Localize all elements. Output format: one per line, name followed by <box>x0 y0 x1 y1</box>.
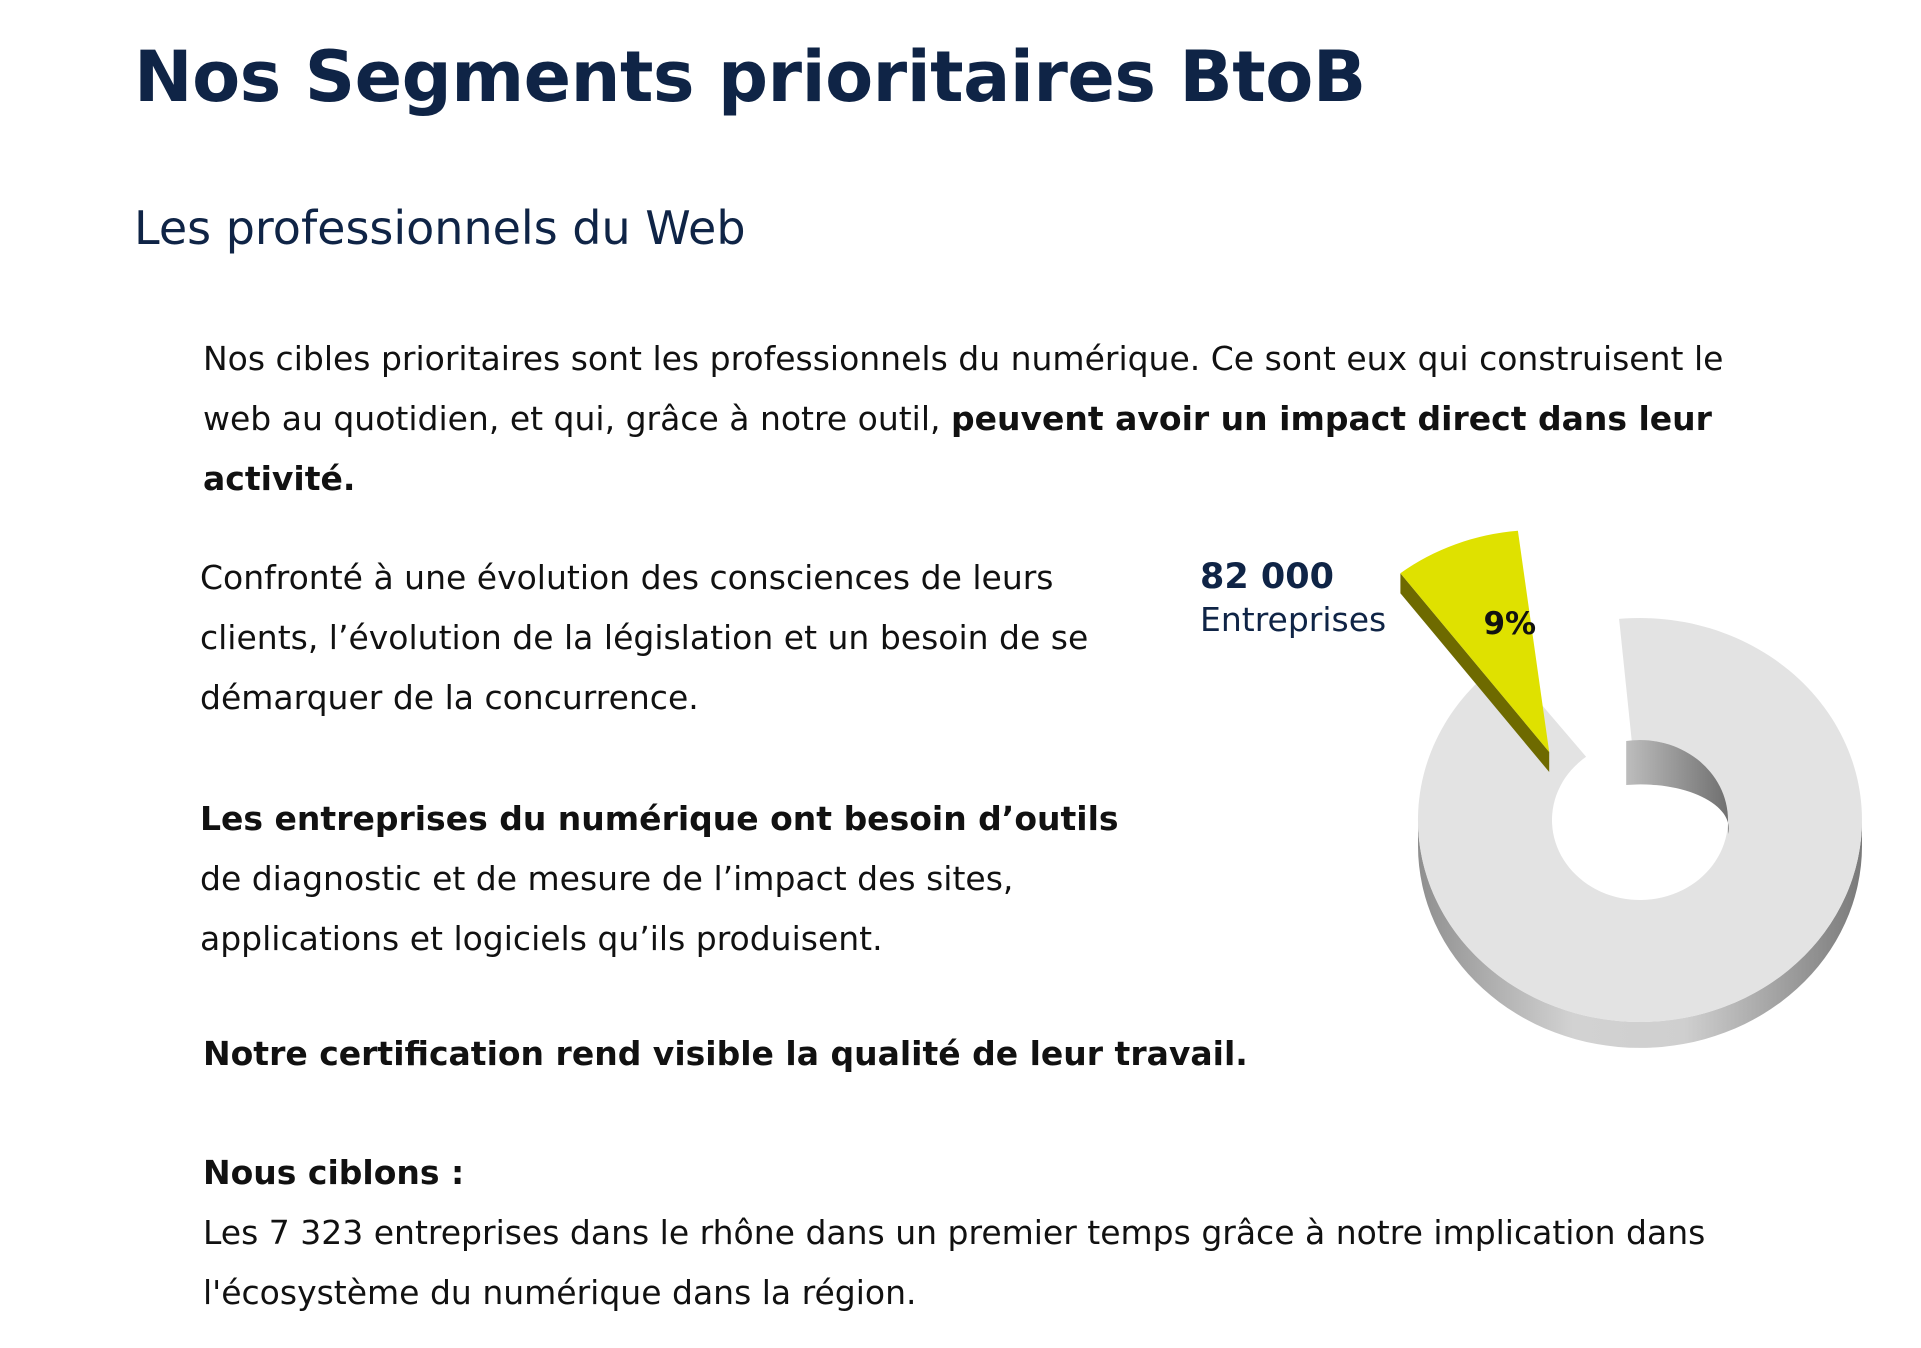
context-paragraph: Confronté à une évolution des consciences de leurs clients, l’évolution de la législation et un besoin de se démarquer de la concurrence. <box>200 558 1089 717</box>
certification-bold-text: Notre certification rend visible la qualité de leur travail. <box>203 1034 1248 1073</box>
target-heading: Nous ciblons : <box>203 1153 465 1192</box>
needs-bold-text: Les entreprises du numérique ont besoin d’outils <box>200 799 1119 838</box>
intro-paragraph <box>203 329 1763 509</box>
donut-chart <box>1180 540 1880 1060</box>
needs-text: de diagnostic et de mesure de l’impact des sites, applications et logiciels qu’ils produisent. <box>200 859 1014 958</box>
target-paragraph <box>203 1143 1763 1323</box>
stat-value: 82 000 <box>1200 557 1334 597</box>
page-title: Nos Segments prioritaires BtoB <box>134 36 1366 118</box>
needs-paragraph <box>200 789 1120 969</box>
intro-bold-text: peuvent avoir un impact direct dans leur activité. <box>203 399 1712 498</box>
section-title: Les professionnels du Web <box>134 201 746 255</box>
intro-text: Nos cibles prioritaires sont les professionnels du numérique. Ce sont eux qui construisent le web au quotidien, et qui, grâce à notre outil, <box>203 339 1724 438</box>
target-text: Les 7 323 entreprises dans le rhône dans un premier temps grâce à notre implication dans l'écosystème du numérique dans la région. <box>203 1213 1706 1312</box>
stat-label: Entreprises <box>1200 600 1387 639</box>
slice-label: 9% <box>1483 606 1537 642</box>
